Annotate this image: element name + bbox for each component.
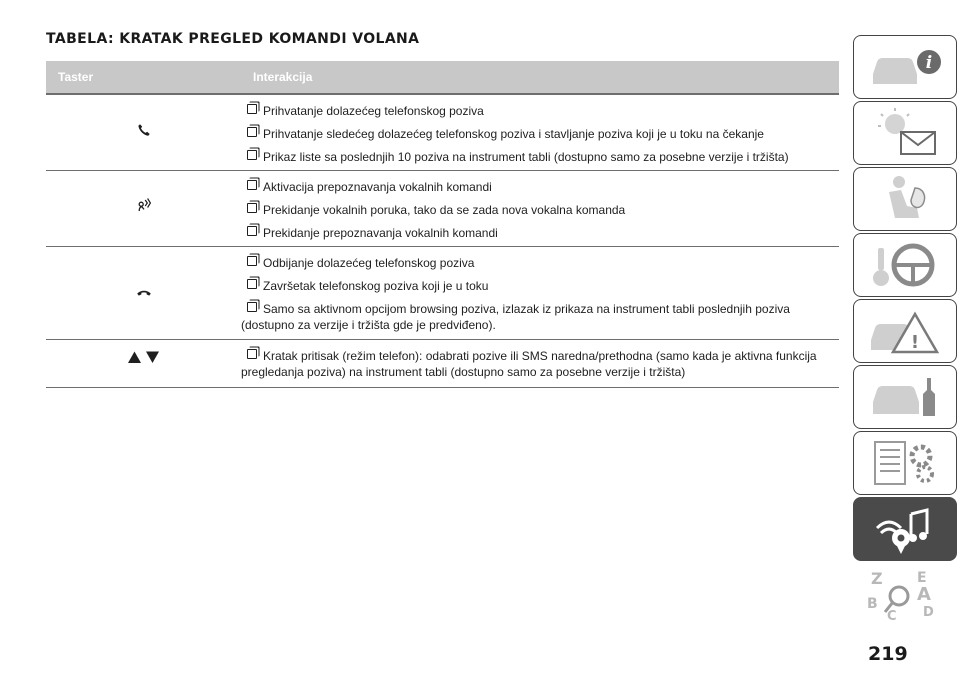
car-info-icon <box>865 40 945 94</box>
header-key: Taster <box>58 70 94 84</box>
list-item: Prihvatanje sledećeg dolazećeg telefonskog poziva i stavljanje poziva koji je u toku na čekanje <box>241 126 839 142</box>
list-item: Prikaz liste sa poslednjih 10 poziva na instrument tabli (dostupno samo za posebne verzije i tržišta) <box>241 149 839 165</box>
checkbox-bullet-icon <box>247 180 257 190</box>
voice-command-icon <box>136 197 152 213</box>
svg-text:Z: Z <box>871 569 883 588</box>
key-steering-wheel-icon <box>865 238 945 292</box>
page-title: TABELA: KRATAK PREGLED KOMANDI VOLANA <box>46 31 420 47</box>
tab-maintenance[interactable] <box>853 365 957 429</box>
checkbox-bullet-icon <box>247 150 257 160</box>
interaction-cell <box>241 247 839 339</box>
list-item: Prekidanje vokalnih poruka, tako da se zada nova vokalna komanda <box>241 202 839 218</box>
table-row <box>46 340 839 388</box>
phone-accept-icon <box>136 122 152 138</box>
tab-warning-lights[interactable] <box>853 101 957 165</box>
tab-car-info[interactable] <box>853 35 957 99</box>
tab-index[interactable] <box>853 563 957 627</box>
list-item: Prekidanje prepoznavanja vokalnih komandi <box>241 225 839 241</box>
checkbox-bullet-icon <box>247 256 257 266</box>
tab-safety[interactable] <box>853 167 957 231</box>
car-maintenance-icon <box>865 370 945 424</box>
checkbox-bullet-icon <box>247 203 257 213</box>
phone-hangup-icon <box>136 284 152 300</box>
key-cell <box>46 171 241 246</box>
checkbox-bullet-icon <box>247 127 257 137</box>
interaction-cell <box>241 340 839 387</box>
steering-controls-table <box>46 61 839 388</box>
tab-technical-data[interactable] <box>853 431 957 495</box>
multimedia-icon <box>865 502 945 556</box>
svg-text:E: E <box>917 570 927 586</box>
chapter-navigation <box>853 0 960 678</box>
breakdown-warning-icon <box>865 304 945 358</box>
alphabetical-index-icon <box>865 568 945 622</box>
checkbox-bullet-icon <box>247 226 257 236</box>
checkbox-bullet-icon <box>247 104 257 114</box>
tab-starting-driving[interactable] <box>853 233 957 297</box>
list-item: Aktivacija prepoznavanja vokalnih komandi <box>241 179 839 195</box>
svg-text:A: A <box>917 584 931 605</box>
list-item: Završetak telefonskog poziva koji je u toku <box>241 278 839 294</box>
up-down-arrows-icon <box>127 350 161 364</box>
seat-airbag-icon <box>865 172 945 226</box>
list-item: Odbijanje dolazećeg telefonskog poziva <box>241 255 839 271</box>
tab-multimedia[interactable] <box>853 497 957 561</box>
svg-text:D: D <box>923 605 934 620</box>
page-number: 219 <box>868 643 908 665</box>
key-cell <box>46 247 241 339</box>
key-cell <box>46 95 241 170</box>
svg-text:B: B <box>867 596 878 612</box>
svg-text:i: i <box>925 53 933 73</box>
list-item: Kratak pritisak (režim telefon): odabrati pozive ili SMS naredna/prethodna (samo kada je aktivna funkcija pregledanja poziva) na instrument tabli (dostupno samo za posebne verzije i tržišta) <box>241 349 817 379</box>
interaction-cell <box>241 171 839 246</box>
table-row <box>46 247 839 340</box>
interaction-cell <box>241 95 839 170</box>
checkbox-bullet-icon <box>247 302 257 312</box>
warning-light-message-icon <box>865 106 945 160</box>
table-header <box>46 61 839 95</box>
key-cell <box>46 340 241 387</box>
list-item: Samo sa aktivnom opcijom browsing poziva, izlazak iz prikaza na instrument tabli poslednjih poziva (dostupno za verzije i tržišta gde je predviđeno). <box>241 302 790 332</box>
svg-text:C: C <box>887 609 897 622</box>
technical-data-icon <box>865 436 945 490</box>
table-row <box>46 171 839 247</box>
svg-text:!: ! <box>910 332 920 353</box>
checkbox-bullet-icon <box>247 279 257 289</box>
list-item: Prihvatanje dolazećeg telefonskog poziva <box>241 103 839 119</box>
tab-emergency[interactable] <box>853 299 957 363</box>
table-row <box>46 95 839 171</box>
header-interaction: Interakcija <box>253 70 313 84</box>
checkbox-bullet-icon <box>247 349 257 359</box>
